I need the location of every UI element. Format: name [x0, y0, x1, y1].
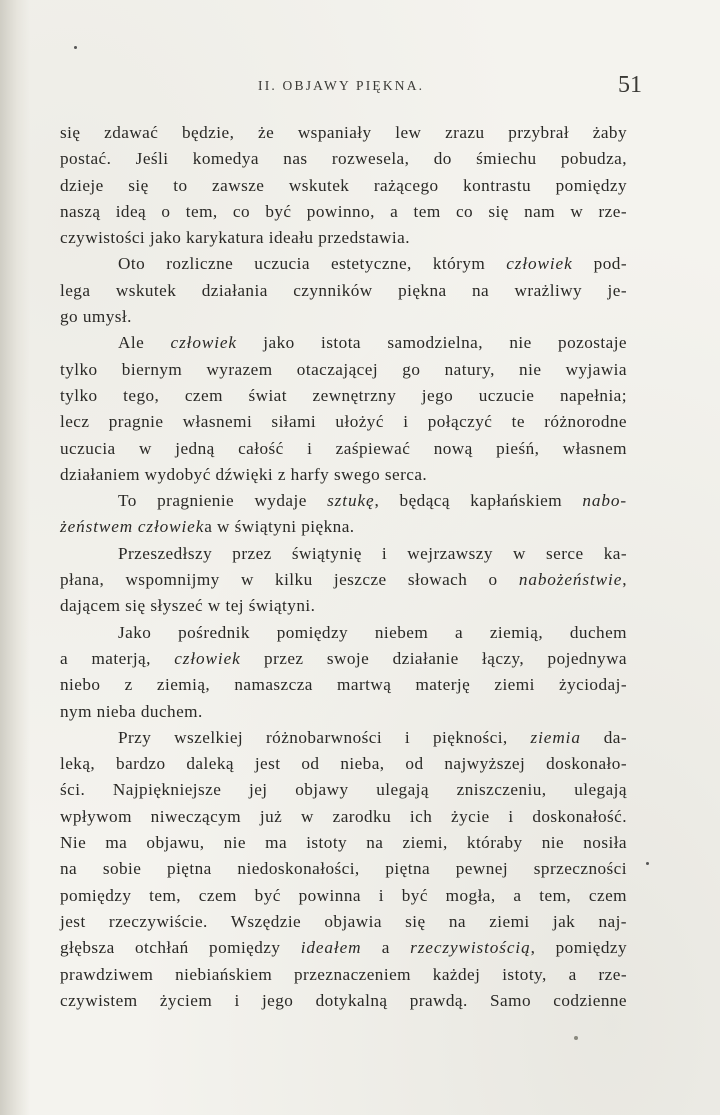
text-line: dającem się słyszeć w tej świątyni. — [60, 596, 316, 616]
print-speck — [646, 862, 649, 865]
italic-term: człowiek — [170, 333, 237, 353]
italic-term: rzeczywistością — [410, 938, 531, 958]
text-line: głębsza otchłań pomiędzy ideałem a rzeczywistością, pomiędzy — [60, 938, 627, 958]
body-text — [60, 120, 627, 1014]
text-paragraphs — [60, 120, 627, 1014]
text-line: Oto rozliczne uczucia estetyczne, którym człowiek pod- — [118, 254, 627, 274]
text-line: czywistem życiem i jego dotykalną prawdą. Samo codzienne — [60, 990, 627, 1010]
italic-term: sztukę — [327, 491, 375, 511]
text-line: naszą ideą o tem, co być powinno, a tem co się nam w rze- — [60, 201, 627, 221]
text-line: tylko tego, czem świat zewnętrzny jego uczucie napełnia; — [60, 385, 627, 405]
page-header — [118, 72, 642, 104]
text-line: To pragnienie wydaje sztukę, będącą kapłańskiem nabo- — [118, 491, 627, 511]
italic-term: człowiek — [506, 254, 573, 274]
text-line: działaniem wydobyć dźwięki z harfy swego serca. — [60, 464, 428, 484]
text-line: się zdawać będzie, że wspaniały lew zrazu przybrał żaby — [60, 123, 627, 142]
italic-term: człowiek — [137, 517, 205, 537]
page-number: 51 — [618, 72, 642, 98]
text-line: lecz pragnie własnemi siłami ułożyć i połączyć te różnorodne — [60, 412, 627, 432]
page-gutter-shadow — [0, 0, 30, 1115]
italic-term: ideałem — [300, 938, 362, 958]
text-line: żeństwem człowieka w świątyni piękna. — [60, 517, 355, 537]
text-line: prawdziwem niebiańskiem przeznaczeniem każdej istoty, a rze- — [60, 964, 627, 984]
text-line: Przeszedłszy przez świątynię i wejrzawszy w serce ka- — [118, 543, 627, 563]
text-line: czywistości jako karykatura ideału przedstawia. — [60, 228, 410, 248]
print-speck — [74, 46, 77, 49]
text-line: a materją, człowiek przez swoje działanie łączy, pojednywa — [60, 648, 628, 668]
italic-term: ziemia — [530, 727, 581, 747]
text-line: Ale człowiek jako istota samodzielna, nie pozostaje — [118, 333, 628, 353]
text-line: ści. Najpiękniejsze jej objawy ulegają zniszczeniu, ulegają — [60, 780, 627, 800]
italic-term: nabożeństwie — [518, 570, 623, 590]
text-line: tylko biernym wyrazem otaczającej go natury, nie wyjawia — [60, 359, 627, 379]
text-line: jest rzeczywiście. Wszędzie objawia się na ziemi jak naj- — [60, 911, 627, 931]
text-line: nym nieba duchem. — [60, 701, 203, 721]
text-line: pomiędzy tem, czem być powinna i być mogła, a tem, czem — [60, 885, 627, 905]
text-line: postać. Jeśli komedya nas rozwesela, do śmiechu pobudza, — [60, 149, 627, 169]
text-line: niebo z ziemią, namaszcza martwą materję ziemi życiodaj- — [60, 675, 627, 695]
text-line: dzieje się to zawsze wskutek rażącego kontrastu pomiędzy — [60, 175, 627, 195]
italic-term: człowiek — [174, 648, 241, 668]
text-line: go umysł. — [60, 307, 132, 327]
italic-term: nabo- — [582, 491, 627, 511]
text-line: Nie ma objawu, nie ma istoty na ziemi, któraby nie nosiła — [60, 833, 627, 853]
text-line: uczucia w jedną całość i zaśpiewać nową pieśń, własnem — [60, 438, 627, 458]
print-speck — [574, 1036, 578, 1040]
text-line: leką, bardzo daleką jest od nieba, od najwyższej doskonało- — [60, 754, 627, 774]
text-line: płana, wspomnijmy w kilku jeszcze słowach o nabożeństwie, — [60, 570, 627, 590]
italic-term: żeństwem — [60, 517, 134, 537]
text-line: na sobie piętna niedoskonałości, piętna pewnej sprzeczności — [60, 859, 627, 879]
text-line: Przy wszelkiej różnobarwności i piękności, ziemia da- — [118, 727, 627, 747]
text-line: Jako pośrednik pomiędzy niebem a ziemią, duchem — [118, 622, 627, 642]
text-line: wpływom niweczącym już w zarodku ich życie i doskonałość. — [60, 806, 627, 826]
running-head: II. OBJAWY PIĘKNA. — [258, 78, 425, 93]
text-line: lega wskutek działania czynników piękna na wrażliwy je- — [60, 280, 627, 300]
